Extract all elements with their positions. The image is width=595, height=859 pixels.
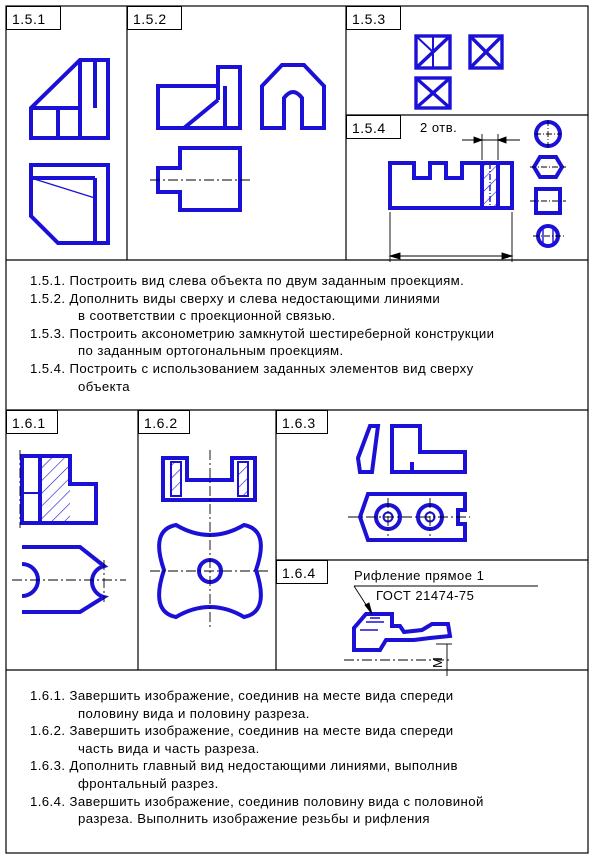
panel-label-1-6-2: 1.6.2 xyxy=(138,410,190,434)
task-1-6-4-line: 1.6.4. Завершить изображение, соединив половину вида с половиной xyxy=(30,793,484,809)
dimension-m-label: M xyxy=(430,656,445,668)
task-1-5-4-cont: объекта xyxy=(78,378,130,394)
task-1-6-4-cont: разреза. Выполнить изображение резьбы и рифления xyxy=(78,811,430,827)
drawing-1-5-2 xyxy=(158,65,324,210)
task-1-5-4-line: 1.5.4. Построить с использованием заданных элементов вид сверху xyxy=(30,360,474,376)
task-1-6-1-cont: половину вида и половину разреза. xyxy=(78,705,310,721)
task-1-5-3-line: 1.5.3. Построить аксонометрию замкнутой шестиреберной конструкции xyxy=(30,325,495,341)
drawing-1-5-1-thin xyxy=(31,178,95,198)
task-1-6-2-line: 1.6.2. Завершить изображение, соединив на месте вида спереди xyxy=(30,723,454,739)
task-1-6-2-cont: часть вида и часть разреза. xyxy=(78,740,260,756)
drawing-1-5-1 xyxy=(31,60,108,243)
drawing-1-6-1 xyxy=(12,450,126,612)
panel-label-1-6-4: 1.6.4 xyxy=(276,560,328,584)
panel-label-1-6-1: 1.6.1 xyxy=(6,410,58,434)
drawing-1-5-3 xyxy=(416,36,502,108)
holes-label: 2 отв. xyxy=(420,120,458,135)
knurl-standard: ГОСТ 21474-75 xyxy=(376,588,475,603)
task-1-6-3-cont: фронтальный разрез. xyxy=(78,775,219,791)
knurl-title: Рифление прямое 1 xyxy=(354,568,485,583)
task-1-6-3-line: 1.6.3. Дополнить главный вид недостающими линиями, выполнив xyxy=(30,758,458,774)
drawing-1-5-4 xyxy=(390,120,566,262)
task-1-5-2-cont: в соответствии с проекционной связью. xyxy=(78,308,336,324)
panel-label-1-5-2: 1.5.2 xyxy=(127,6,182,30)
panel-label-1-6-3: 1.6.3 xyxy=(276,410,328,434)
task-list-1-5 xyxy=(30,272,595,395)
panel-label-1-5-3: 1.5.3 xyxy=(346,6,401,30)
drawing-1-6-2 xyxy=(150,450,270,630)
task-1-6-1-line: 1.6.1. Завершить изображение, соединив на месте вида спереди xyxy=(30,688,454,703)
task-1-5-3-cont: по заданным ортогональным проекциям. xyxy=(78,343,344,359)
drawing-1-6-3 xyxy=(348,426,470,540)
task-list-1-6 xyxy=(30,687,595,828)
task-1-5-1-line: 1.5.1. Построить вид слева объекта по двум заданным проекциям. xyxy=(30,273,465,288)
task-1-5-2-line: 1.5.2. Дополнить виды сверху и слева недостающими линиями xyxy=(30,290,441,306)
panel-label-1-5-4: 1.5.4 xyxy=(346,115,401,139)
panel-label-1-5-1: 1.5.1 xyxy=(6,6,61,30)
